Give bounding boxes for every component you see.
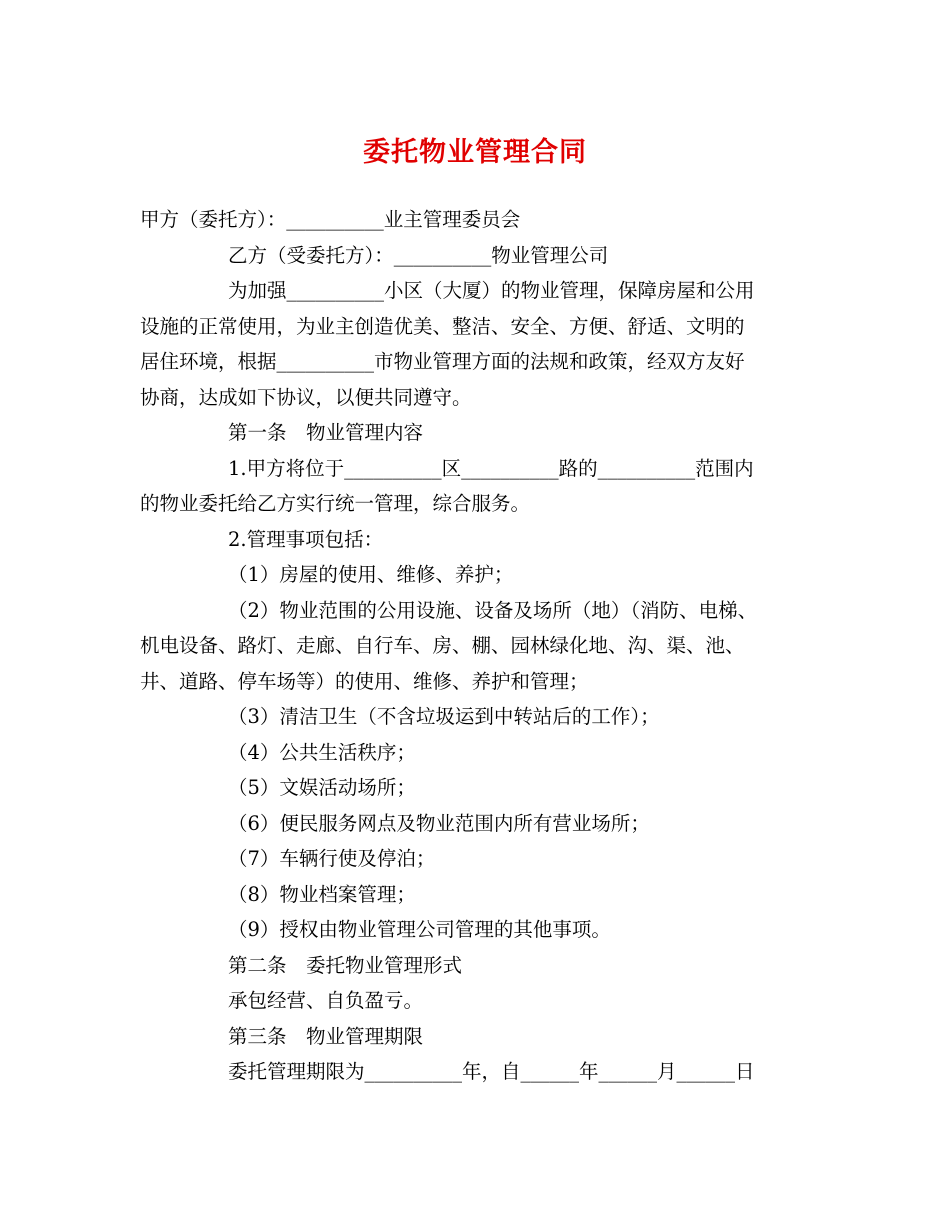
contract-line: 承包经营、自负盈亏。 xyxy=(228,989,424,1012)
contract-line: 第一条 物业管理内容 xyxy=(228,421,424,444)
contract-line: （6）便民服务网点及物业范围内所有营业场所； xyxy=(228,811,650,835)
contract-line: 甲方（委托方）：__________业主管理委员会 xyxy=(140,208,521,231)
contract-line: 2.管理事项包括： xyxy=(228,527,384,551)
contract-line: （3）清洁卫生（不含垃圾运到中转站后的工作）； xyxy=(228,705,660,728)
contract-line: 第二条 委托物业管理形式 xyxy=(228,953,463,977)
contract-line: 机电设备、路灯、走廊、自行车、房、棚、园林绿化地、沟、渠、池、 xyxy=(140,634,745,657)
contract-line: 为加强__________小区（大厦）的物业管理，保障房屋和公用 xyxy=(228,279,755,302)
contract-line: 井、道路、停车场等）的使用、维修、养护和管理； xyxy=(140,669,589,693)
document-title: 委托物业管理合同 xyxy=(363,137,587,168)
contract-line: （2）物业范围的公用设施、设备及场所（地）（消防、电梯、 xyxy=(228,598,758,622)
contract-line: 协商，达成如下协议，以便共同遵守。 xyxy=(140,385,472,409)
contract-line: 设施的正常使用，为业主创造优美、整洁、安全、方便、舒适、文明的 xyxy=(140,314,745,338)
contract-line: （7）车辆行使及停泊； xyxy=(228,847,436,870)
contract-line: 的物业委托给乙方实行统一管理，综合服务。 xyxy=(140,492,531,515)
contract-line: 乙方（受委托方）：__________物业管理公司 xyxy=(228,243,609,267)
contract-line: （8）物业档案管理； xyxy=(228,882,416,906)
contract-line: 第三条 物业管理期限 xyxy=(228,1024,424,1048)
contract-line: 委托管理期限为__________年，自______年______月______日 xyxy=(228,1060,755,1083)
contract-line: （4）公共生活秩序； xyxy=(228,740,416,764)
contract-line: （9）授权由物业管理公司管理的其他事项。 xyxy=(228,918,611,941)
contract-body xyxy=(140,202,820,1090)
contract-line: 1.甲方将位于__________区__________路的__________范围内 xyxy=(228,456,754,480)
contract-line: 居住环境，根据__________市物业管理方面的法规和政策，经双方友好 xyxy=(140,350,745,373)
contract-line: （1）房屋的使用、维修、养护； xyxy=(228,563,514,586)
contract-line: （5）文娱活动场所； xyxy=(228,776,416,799)
